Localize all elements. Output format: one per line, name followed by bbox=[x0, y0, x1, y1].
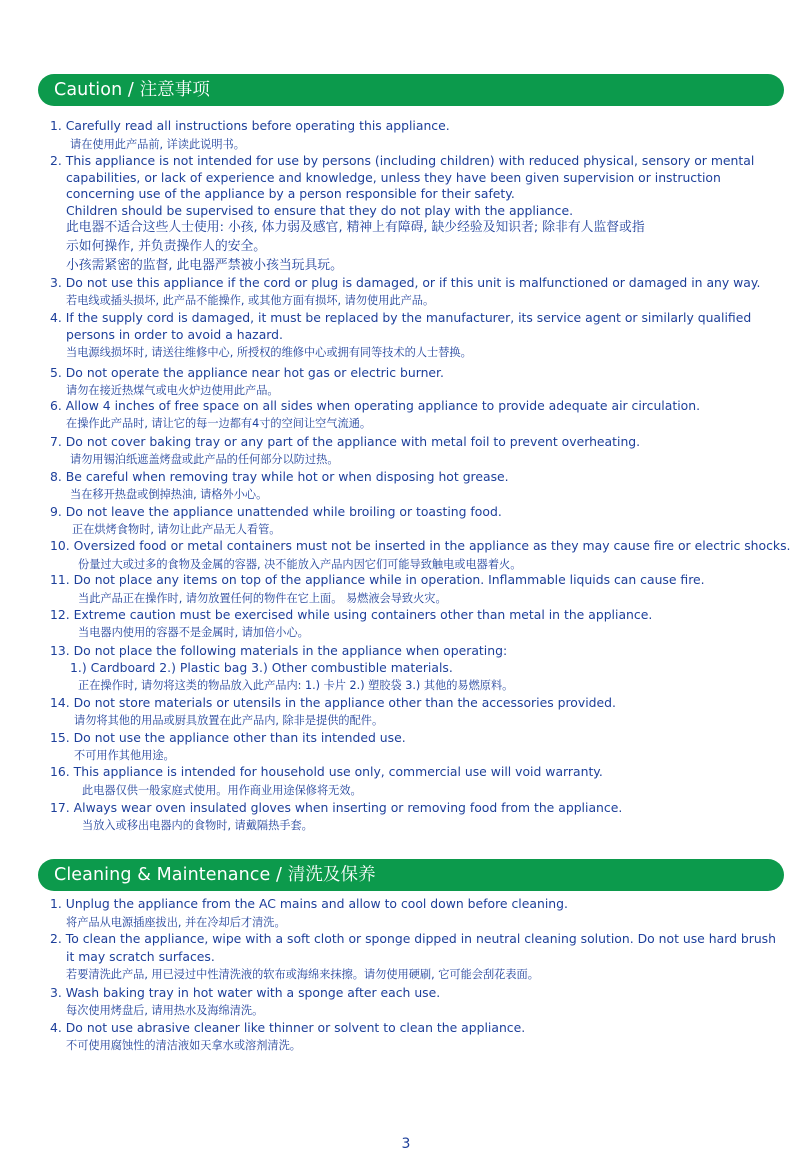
item-text-chinese: 小孩需紧密的监督, 此电器严禁被小孩当玩具玩。 bbox=[66, 258, 343, 273]
item-text-chinese: 请勿在接近热煤气或电火炉边使用此产品。 bbox=[66, 384, 279, 397]
item-text-english: 5. Do not operate the appliance near hot gas or electric burner. bbox=[50, 365, 444, 380]
caution-header-bar bbox=[38, 74, 784, 106]
item-text-english: 1. Unplug the appliance from the AC mains and allow to cool down before cleaning. bbox=[50, 896, 568, 911]
item-text-english: 7. Do not cover baking tray or any part of the appliance with metal foil to prevent overheating. bbox=[50, 434, 641, 449]
item-text-chinese: 请勿用锡泊纸遮盖烤盘或此产品的任何部分以防过热。 bbox=[70, 453, 339, 466]
item-text-chinese: 正在操作时, 请勿将这类的物品放入此产品内: 1.) 卡片 2.) 塑胶袋 3.) 其他的易燃原料。 bbox=[78, 679, 514, 692]
cleaning-header-bar bbox=[38, 859, 784, 891]
item-text-english: 9. Do not leave the appliance unattended while broiling or toasting food. bbox=[50, 504, 502, 519]
item-text-english: 8. Be careful when removing tray while hot or when disposing hot grease. bbox=[50, 469, 509, 484]
item-text-chinese: 当电源线损坏时, 请送往维修中心, 所授权的维修中心或拥有同等技术的人士替换。 bbox=[66, 346, 472, 359]
item-text-english: Children should be supervised to ensure that they do not play with the appliance. bbox=[66, 203, 574, 218]
item-text-english: 4. If the supply cord is damaged, it must be replaced by the manufacturer, its service agent or similarly qualified bbox=[50, 310, 752, 325]
item-text-english: capabilities, or lack of experience and knowledge, unless they have been given supervision or instruction bbox=[66, 170, 721, 185]
item-text-chinese: 每次使用烤盘后, 请用热水及海绵清洗。 bbox=[66, 1004, 264, 1017]
item-text-english: 1. Carefully read all instructions before operating this appliance. bbox=[50, 118, 450, 133]
item-text-english: 15. Do not use the appliance other than its intended use. bbox=[50, 730, 406, 745]
item-text-english: it may scratch surfaces. bbox=[66, 949, 215, 964]
item-text-chinese: 当放入或移出电器内的食物时, 请戴隔热手套。 bbox=[82, 819, 313, 832]
item-text-chinese: 请在使用此产品前, 详读此说明书。 bbox=[70, 138, 245, 151]
page-number: 3 bbox=[401, 1136, 411, 1152]
item-text-chinese: 此电器不适合这些人士使用: 小孩, 体力弱及感官, 精神上有障碍, 缺少经验及知识者; 除非有人监督或指 bbox=[66, 220, 645, 235]
item-text-chinese: 当此产品正在操作时, 请勿放置任何的物件在它上面。 易燃液会导致火灾。 bbox=[78, 592, 447, 605]
item-text-chinese: 示如何操作, 并负责操作人的安全。 bbox=[66, 239, 267, 254]
item-text-chinese: 当电器内使用的容器不是金属时, 请加倍小心。 bbox=[78, 626, 309, 639]
item-text-english: 2. This appliance is not intended for use by persons (including children) with reduced physical, sensory or mental bbox=[50, 153, 755, 168]
item-text-chinese: 若电线或插头损坏, 此产品不能操作, 或其他方面有损坏, 请勿使用此产品。 bbox=[66, 294, 435, 307]
caution-title: Caution / 注意事项 bbox=[54, 80, 210, 100]
item-text-chinese: 若要清洗此产品, 用已浸过中性清洗液的软布或海绵来抹擦。请勿使用硬刷, 它可能会刮花表面。 bbox=[66, 968, 539, 981]
item-text-chinese: 正在烘烤食物时, 请勿让此产品无人看管。 bbox=[72, 523, 281, 536]
item-text-english: 11. Do not place any items on top of the appliance while in operation. Inflammable liquids can cause fire. bbox=[50, 572, 705, 587]
item-text-chinese: 当在移开热盘或倒掉热油, 请格外小心。 bbox=[70, 488, 268, 501]
item-text-english: 12. Extreme caution must be exercised while using containers other than metal in the appliance. bbox=[50, 607, 653, 622]
item-text-english: 1.) Cardboard 2.) Plastic bag 3.) Other combustible materials. bbox=[70, 660, 453, 675]
item-text-english: 4. Do not use abrasive cleaner like thinner or solvent to clean the appliance. bbox=[50, 1020, 526, 1035]
item-text-chinese: 不可使用腐蚀性的清洁液如天拿水或溶剂清洗。 bbox=[66, 1039, 301, 1052]
item-text-english: 3. Wash baking tray in hot water with a sponge after each use. bbox=[50, 985, 441, 1000]
item-text-english: persons in order to avoid a hazard. bbox=[66, 327, 283, 342]
item-text-english: 13. Do not place the following materials in the appliance when operating: bbox=[50, 643, 508, 658]
item-text-english: 3. Do not use this appliance if the cord or plug is damaged, or if this unit is malfunctioned or damaged in any way. bbox=[50, 275, 761, 290]
item-text-chinese: 份量过大或过多的食物及金属的容器, 决不能放入产品内因它们可能导致触电或电器着火。 bbox=[78, 558, 522, 571]
item-text-english: 6. Allow 4 inches of free space on all sides when operating appliance to provide adequate air circulation. bbox=[50, 398, 701, 413]
item-text-english: 16. This appliance is intended for household use only, commercial use will void warranty. bbox=[50, 764, 603, 779]
item-text-chinese: 将产品从电源插座拔出, 并在冷却后才清洗。 bbox=[66, 916, 286, 929]
item-text-chinese: 在操作此产品时, 请让它的每一边都有4寸的空间让空气流通。 bbox=[66, 417, 372, 430]
cleaning-title: Cleaning & Maintenance / 清洗及保养 bbox=[54, 865, 376, 885]
item-text-english: 17. Always wear oven insulated gloves when inserting or removing food from the appliance. bbox=[50, 800, 623, 815]
item-text-english: 14. Do not store materials or utensils in the appliance other than the accessories provided. bbox=[50, 695, 616, 710]
item-text-english: 2. To clean the appliance, wipe with a soft cloth or sponge dipped in neutral cleaning solution. Do not use hard brush bbox=[50, 931, 776, 946]
item-text-chinese: 不可用作其他用途。 bbox=[74, 749, 175, 762]
item-text-english: 10. Oversized food or metal containers must not be inserted in the appliance as they may cause fire or electric shocks. bbox=[50, 538, 791, 553]
item-text-english: concerning use of the appliance by a person responsible for their safety. bbox=[66, 186, 515, 201]
item-text-chinese: 此电器仅供一般家庭式使用。用作商业用途保修将无效。 bbox=[82, 784, 362, 797]
item-text-chinese: 请勿将其他的用品或厨具放置在此产品内, 除非是提供的配件。 bbox=[74, 714, 384, 727]
